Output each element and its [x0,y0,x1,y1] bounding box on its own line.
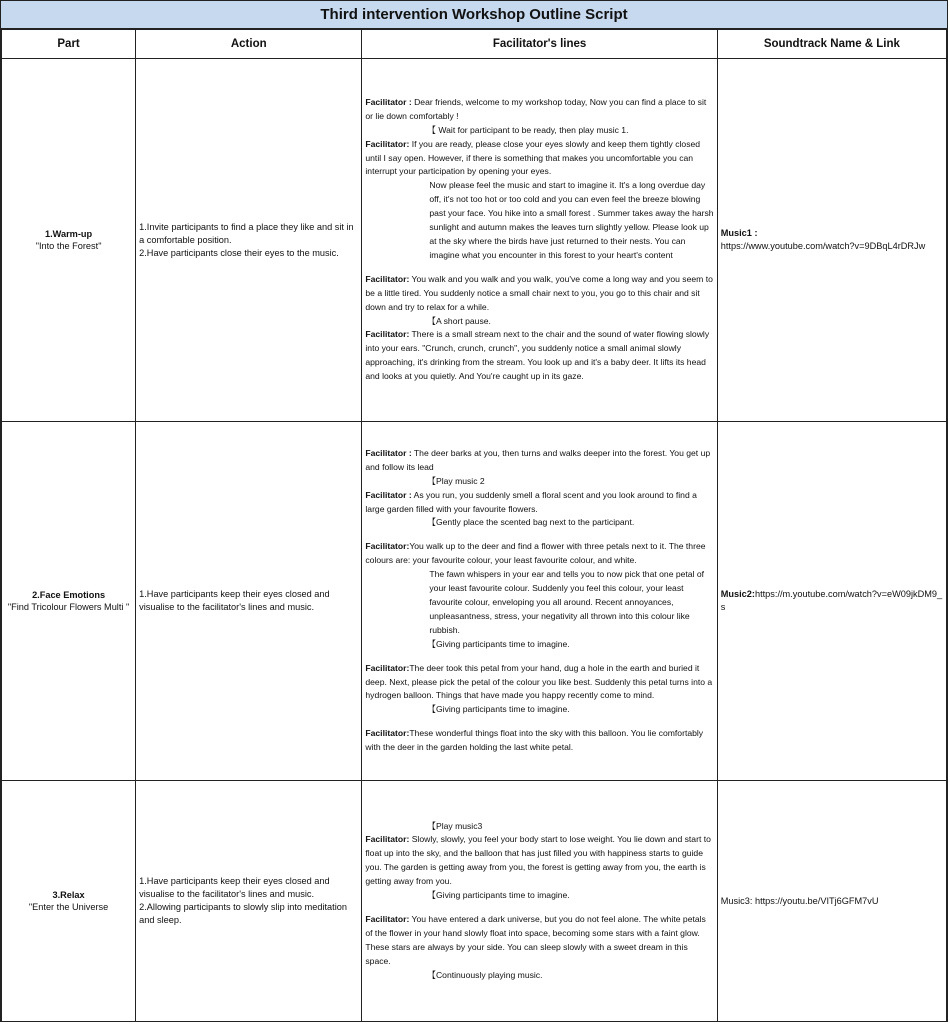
soundtrack-label: Music1 : [720,228,758,238]
header-action: Action [136,30,362,59]
part-subtitle: "Find Tricolour Flowers Multi " [7,602,130,612]
header-row [2,30,947,59]
line-text: There is a small stream next to the chair and the sound of water flowing slowly into your ears. "Crunch, crunch, crunch", you suddenly notice a small animal slowly approaching, it's drinking from the stream. You look up and it's a baby deer. It lifts its head and looks at you quietly. And You're caught up in its gaze. [365,329,710,382]
facilitator-line [365,913,713,969]
part-subtitle: "Into the Forest" [35,241,102,251]
stage-note: 【Gently place the scented bag next to the participant. [427,517,635,528]
part-title: 1.Warm-up [45,229,93,239]
lines-cell [362,59,717,422]
outline-table [1,29,947,1022]
part-title: 2.Face Emotions [32,590,106,600]
line-gap [365,263,713,273]
lines-cell [362,422,717,781]
stage-note: 【Giving participants time to imagine. [427,890,570,901]
stage-note: 【A short pause. [427,315,491,326]
facilitator-line [365,727,713,755]
facilitator-line [365,833,713,889]
soundtrack-link[interactable]: Music3: https://youtu.be/VITj6GFM7vU [720,895,879,906]
page-title: Third intervention Workshop Outline Script [1,1,947,29]
action-item: 1.Have participants keep their eyes closed and visualise to the facilitator's lines and music. [139,876,330,899]
speaker-label: Facilitator: [365,662,410,673]
table-row [2,422,947,781]
stage-note: 【Continuously playing music. [427,969,543,980]
part-title: 3.Relax [52,890,85,900]
table-row [2,59,947,422]
line-text: You have entered a dark universe, but you do not feel alone. The white petals of the flower in your hand slowly float into space, becoming some stars with a faint glow. These stars are always by your side. You can sleep slowly with a sweet dream in this space. [365,913,706,966]
line-text: You walk up to the deer and find a flower with three petals next to it. The three colours are: your favourite colour, your least favourite colour, and white. [365,541,706,566]
header-part: Part [2,30,136,59]
line-text: If you are ready, please close your eyes slowly and keep them tightly closed until I say open. However, if there is something that makes you uncomfortable you can interrupt your participation by opening your eyes. [365,138,701,177]
stage-note: 【Giving participants time to imagine. [427,704,570,715]
action-item: 1.Invite participants to find a place they like and sit in a comfortable position. [139,221,354,245]
speaker-label: Facilitator: [365,138,410,149]
speaker-label: Facilitator: [365,728,410,739]
speaker-label: Facilitator: [365,834,410,845]
stage-note: 【Giving participants time to imagine. [427,638,570,649]
part-cell [2,781,136,1022]
line-gap [365,903,713,913]
table-row [2,781,947,1022]
speaker-label: Facilitator: [365,913,410,924]
line-text: Slowly, slowly, you feel your body start to lose weight. You lie down and start to float up into the sky, and the balloon that has just filled you with happiness starts to guide you. The garden is getting away from you, the forest is getting away from you, the earth is getting away from you. [365,834,711,887]
part-cell [2,59,136,422]
part-cell [2,422,136,781]
action-cell [136,781,362,1022]
line-gap [365,717,713,727]
line-gap [365,652,713,662]
header-soundtrack: Soundtrack Name & Link [717,30,946,59]
action-item: 2.Allowing participants to slowly slip into meditation and sleep. [139,902,347,925]
action-item: 1.Have participants keep their eyes closed and visualise to the facilitator's lines and music. [139,589,330,612]
line-gap [365,530,713,540]
line-text: The deer barks at you, then turns and walks deeper into the forest. You get up and follow its lead [365,447,711,472]
facilitator-line [365,662,713,704]
line-text: The deer took this petal from your hand, dug a hole in the earth and buried it deep. Next, please pick the petal of the colour you like best. Suddenly this petal turns into a hydrogen balloon. Things that have made you happy recently come to mind. [365,662,713,701]
stage-note: 【Play music3 [427,820,483,831]
line-text: The fawn whispers in your ear and tells you to now pick that one petal of your least favourite colour. Suddenly you feel this colour, your least favourite colour, enveloping you all around. Recent annoyances, unpleasantness, stress, your negativity all thrown into this colour like rubbish. [429,569,705,635]
speaker-label: Facilitator : [365,447,412,458]
facilitator-line [365,328,713,384]
soundtrack-cell [717,781,946,1022]
soundtrack-link[interactable]: https://m.youtube.com/watch?v=eW09jkDM9_s [720,589,943,612]
facilitator-line [365,96,713,124]
line-text: Dear friends, welcome to my workshop today, Now you can find a place to sit or lie down comfortably ! [365,96,707,121]
action-cell [136,422,362,781]
speaker-label: Facilitator : [365,489,412,500]
facilitator-line [365,540,713,568]
stage-note: 【Play music 2 [427,475,485,486]
soundtrack-link[interactable]: https://www.youtube.com/watch?v=9DBqL4rDRJw [720,241,926,251]
facilitator-line [365,138,713,180]
line-text: These wonderful things float into the sky with this balloon. You lie comfortably with the deer in the garden holding the last white petal. [365,728,704,753]
speaker-label: Facilitator : [365,96,412,107]
action-cell [136,59,362,422]
part-subtitle: "Enter the Universe [28,902,109,912]
line-text: You walk and you walk and you walk, you've come a long way and you seem to be a little tired. You suddenly notice a small chair next to you, you go to this chair and sit down and try to relax for a while. [365,273,713,312]
speaker-label: Facilitator: [365,329,410,340]
facilitator-line [365,447,713,475]
soundtrack-cell [717,422,946,781]
speaker-label: Facilitator: [365,541,410,552]
stage-note: 【 Wait for participant to be ready, then play music 1. [427,124,629,135]
lines-cell [362,781,717,1022]
speaker-label: Facilitator: [365,273,410,284]
facilitator-line [365,273,713,315]
action-item: 2.Have participants close their eyes to the music. [139,247,339,258]
line-text: As you run, you suddenly smell a floral scent and you look around to find a large garden filled with your favourite flowers. [365,489,697,514]
line-text: Now please feel the music and start to imagine it. It's a long overdue day off, it's not too hot or too cold and you can even feel the breeze blowing past your face. You hike into a small forest . Summer takes away the harsh sunlight and autumn makes the leaves turn slightly yellow. Please look up at the sky where the birds have just returned to their nests. You can imagine what you encounter in this forest to your heart's content [429,180,714,260]
soundtrack-cell [717,59,946,422]
header-lines: Facilitator's lines [362,30,717,59]
soundtrack-label: Music2: [720,589,755,599]
facilitator-line [365,489,713,517]
